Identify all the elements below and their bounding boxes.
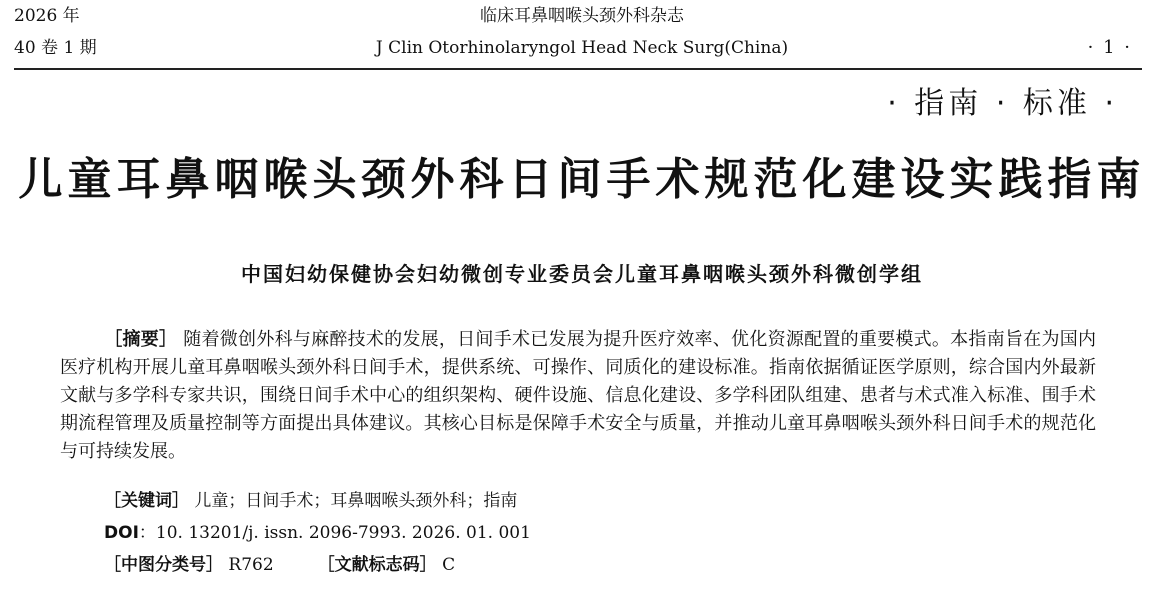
journal-title-cn: 临床耳鼻咽喉头颈外科杂志 — [480, 6, 684, 26]
abstract-text: 随着微创外科与麻醉技术的发展，日间手术已发展为提升医疗效率、优化资源配置的重要模式。本指南旨在为国内医疗机构开展儿童耳鼻咽喉头颈外科日间手术，提供系统、可操作、同质化的建设标准。指南依据循证医学原则，综合国内外最新文献与多学科专家共识，围绕日间手术中心的组织架构、硬件设施、信息化建设、多学科团队组建、患者与术式准入标准、围手术期流程管理及质量控制等方面提出具体建议。其核心目标是保障手术安全与质量，并推动儿童耳鼻咽喉头颈外科日间手术的规范化与可持续发展。 — [60, 329, 1096, 462]
issue-year: 2026 年 — [14, 6, 80, 26]
keywords-label: ［关键词］ — [104, 491, 189, 511]
keywords-text: 儿童；日间手术；耳鼻咽喉头颈外科；指南 — [194, 491, 518, 511]
classification — [104, 552, 455, 578]
article-title: 儿童耳鼻咽喉头颈外科日间手术规范化建设实践指南 — [18, 154, 1146, 205]
issue-volume: 40 卷 1 期 — [14, 38, 97, 58]
journal-title-en: J Clin Otorhinolaryngol Head Neck Surg(China) — [375, 38, 789, 58]
clc-label: ［中图分类号］ — [104, 555, 223, 575]
doi — [104, 520, 531, 546]
clc-value: R762 — [228, 555, 274, 575]
abstract — [60, 326, 1096, 466]
author-group: 中国妇幼保健协会妇幼微创专业委员会儿童耳鼻咽喉头颈外科微创学组 — [241, 262, 923, 286]
header-rule — [14, 68, 1142, 70]
abstract-label: ［摘要］ — [104, 329, 178, 350]
keywords — [104, 488, 517, 514]
column-heading: · 指南 · 标准 · — [887, 86, 1118, 121]
doi-value: ：10. 13201/j. issn. 2096-7993. 2026. 01. 001 — [138, 523, 531, 543]
doc-code-value: C — [442, 555, 456, 575]
doc-code-label: ［文献标志码］ — [317, 555, 437, 575]
page-number: · 1 · — [1087, 37, 1132, 58]
doi-label: DOI — [104, 523, 139, 543]
